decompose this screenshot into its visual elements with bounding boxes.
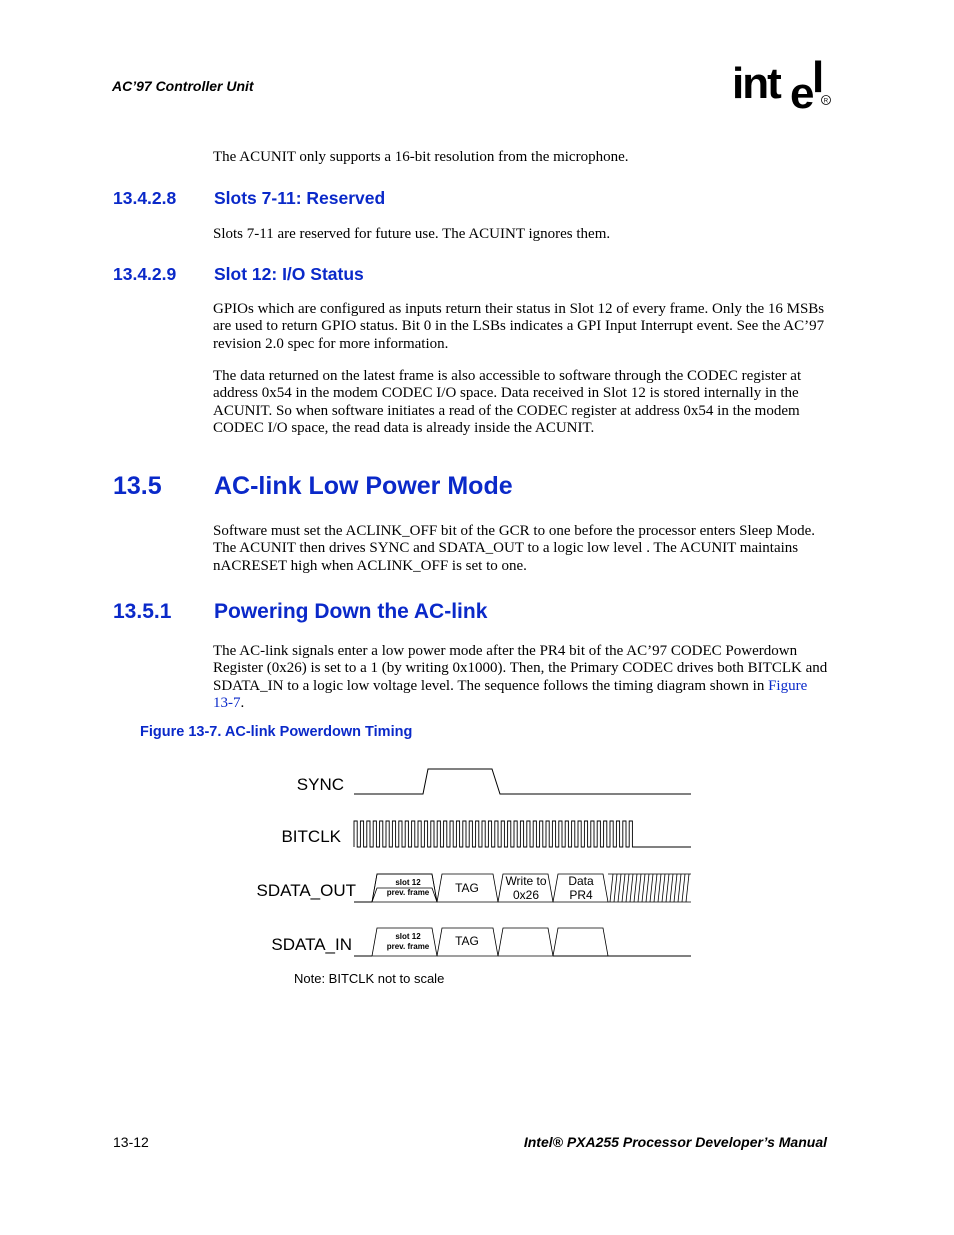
timing-diagram xyxy=(230,758,700,998)
signal-label-sdata-in: SDATA_IN xyxy=(271,935,352,954)
section-heading-slot-12 xyxy=(113,264,513,286)
section-title: Powering Down the AC-link xyxy=(214,600,488,623)
section-title: Slot 12: I/O Status xyxy=(214,264,364,284)
slot12-label-line2: prev. frame xyxy=(386,888,430,897)
section-number: 13.4.2.9 xyxy=(113,264,177,284)
section-heading-powering-down xyxy=(113,600,613,628)
data-label-line1: Data xyxy=(568,874,594,888)
tag-label: TAG xyxy=(455,881,479,895)
manual-title: Intel® PXA255 Processor Developer’s Manual xyxy=(523,1134,827,1150)
section-title: AC-link Low Power Mode xyxy=(214,472,513,500)
section-number: 13.5.1 xyxy=(113,600,172,623)
intel-logo xyxy=(732,58,832,118)
diagram-note: Note: BITCLK not to scale xyxy=(294,971,445,986)
paragraph-text: The AC-link signals enter a low power mode after the PR4 bit of the AC’97 CODEC Powerdown Register (0x26) is set to a 1 (by writing 0x1000). Then, the Primary CODEC drives both BITCLK and SDATA_IN to a logic low voltage level. The sequence follows the timing diagram shown in xyxy=(213,643,828,694)
signal-label-sync: SYNC xyxy=(296,775,344,794)
tag-in-label: TAG xyxy=(455,934,479,948)
bitclk-waveform xyxy=(354,821,636,847)
sdata-in-waveform xyxy=(354,928,691,956)
svg-text:l: l xyxy=(812,58,825,102)
figure-link[interactable]: Figure 13-7 xyxy=(213,677,808,712)
page-number: 13-12 xyxy=(113,1134,149,1150)
data-label-line2: PR4 xyxy=(569,888,593,902)
paragraph-slots-reserved: Slots 7-11 are reserved for future use. The ACUINT ignores them. xyxy=(213,226,611,242)
slot12-in-label-line1: slot 12 xyxy=(395,932,421,941)
paragraph-gpio-status: GPIOs which are configured as inputs return their status in Slot 12 of every frame. Only the 16 MSBs are used to return GPIO status. Bit 0 in the LSBs indicates a GPI Input Interrupt event. See the AC’97 revision 2.0 spec for more information. xyxy=(213,301,825,352)
svg-text:e: e xyxy=(790,69,815,118)
paragraph-powering-down xyxy=(213,643,829,713)
running-header: AC’97 Controller Unit xyxy=(112,78,254,94)
section-number: 13.4.2.8 xyxy=(113,188,177,208)
section-heading-slots-7-11 xyxy=(113,188,513,210)
svg-text:int: int xyxy=(732,59,780,108)
signal-label-bitclk: BITCLK xyxy=(281,827,341,846)
sdata-out-waveform xyxy=(354,874,691,902)
paragraph-latest-frame: The data returned on the latest frame is also accessible to software through the CODEC register at address 0x54 in the modem CODEC I/O space. Data received in Slot 12 is stored internally in the ACUNIT. So when software initiates a read of the CODEC register at address 0x54 in the modem CODEC I/O space, the read data is already inside the ACUNIT. xyxy=(213,368,802,437)
figure-caption: Figure 13-7. AC-link Powerdown Timing xyxy=(140,724,413,740)
slot12-in-label-line2: prev. frame xyxy=(386,942,430,951)
slot12-label-line1: slot 12 xyxy=(395,878,421,887)
section-title: Slots 7-11: Reserved xyxy=(214,188,386,208)
sync-waveform xyxy=(354,769,691,794)
signal-label-sdata-out: SDATA_OUT xyxy=(256,881,356,900)
section-heading-low-power-mode xyxy=(113,472,613,504)
write-label-line2: 0x26 xyxy=(512,888,540,902)
section-number: 13.5 xyxy=(113,472,162,500)
paragraph-end: . xyxy=(240,695,245,712)
paragraph-aclink-off: Software must set the ACLINK_OFF bit of the GCR to one before the processor enters Sleep Mode. The ACUNIT then drives SYNC and SDATA_OUT to a logic low level . The ACUNIT maintains nACRESET high when ACLINK_OFF is set to one. xyxy=(213,523,815,574)
write-label-line1: Write to xyxy=(505,874,547,888)
paragraph-intro: The ACUNIT only supports a 16-bit resolution from the microphone. xyxy=(213,149,629,165)
svg-text:R: R xyxy=(823,98,829,105)
